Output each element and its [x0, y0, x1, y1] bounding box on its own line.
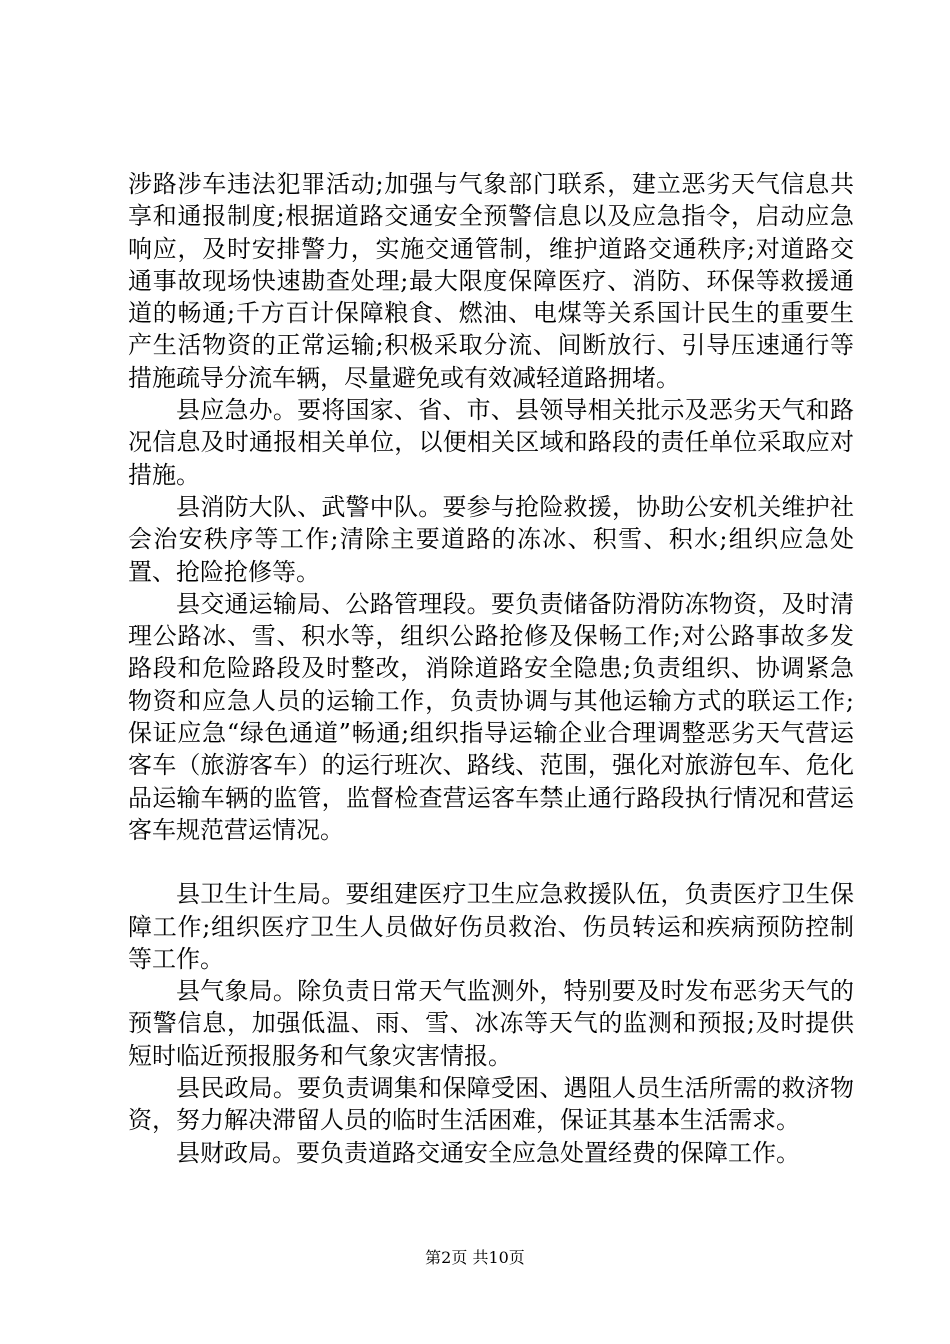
paragraph-health-bureau: 县卫生计生局。要组建医疗卫生应急救援队伍，负责医疗卫生保障工作;组织医疗卫生人员做好伤员救治、伤员转运和疾病预防控制等工作。: [128, 880, 854, 973]
page-number-footer: 第2页 共10页: [425, 1248, 525, 1267]
paragraph-transport-bureau: 县交通运输局、公路管理段。要负责储备防滑防冻物资，及时清理公路冰、雪、积水等，组织公路抢修及保畅工作;对公路事故多发路段和危险路段及时整改，消除道路安全隐患;负责组织、协调紧急物资和应急人员的运输工作，负责协调与其他运输方式的联运工作;保证应急“绿色通道”畅通;组织指导运输企业合理调整恶劣天气营运客车（旅游客车）的运行班次、路线、范围，强化对旅游包车、危化品运输车辆的监管，监督检查营运客车禁止通行路段执行情况和营运客车规范营运情况。: [128, 589, 854, 844]
paragraph-civil-affairs-bureau: 县民政局。要负责调集和保障受困、遇阻人员生活所需的救济物资，努力解决滞留人员的临时生活困难，保证其基本生活需求。: [128, 1074, 854, 1135]
paragraph-meteorological-bureau: 县气象局。除负责日常天气监测外，特别要及时发布恶劣天气的预警信息，加强低温、雨、雪、冰冻等天气的监测和预报;及时提供短时临近预报服务和气象灾害情报。: [128, 977, 854, 1070]
paragraph-emergency-office: 县应急办。要将国家、省、市、县领导相关批示及恶劣天气和路况信息及时通报相关单位，以便相关区域和路段的责任单位采取应对措施。: [128, 396, 854, 489]
paragraph-traffic-police-duties: 涉路涉车违法犯罪活动;加强与气象部门联系，建立恶劣天气信息共享和通报制度;根据道路交通安全预警信息以及应急指令，启动应急响应，及时安排警力，实施交通管制，维护道路交通秩序;对道路交通事故现场快速勘查处理;最大限度保障医疗、消防、环保等救援通道的畅通;千方百计保障粮食、燃油、电煤等关系国计民生的重要生产生活物资的正常运输;积极采取分流、间断放行、引导压速通行等措施疏导分流车辆，尽量避免或有效减轻道路拥堵。: [128, 170, 854, 392]
paragraph-finance-bureau: 县财政局。要负责道路交通安全应急处置经费的保障工作。: [176, 1138, 800, 1167]
paragraph-fire-brigade: 县消防大队、武警中队。要参与抢险救援，协助公安机关维护社会治安秩序等工作;清除主要道路的冻冰、积雪、积水;组织应急处置、抢险抢修等。: [128, 492, 854, 586]
document-body: [128, 168, 854, 1169]
